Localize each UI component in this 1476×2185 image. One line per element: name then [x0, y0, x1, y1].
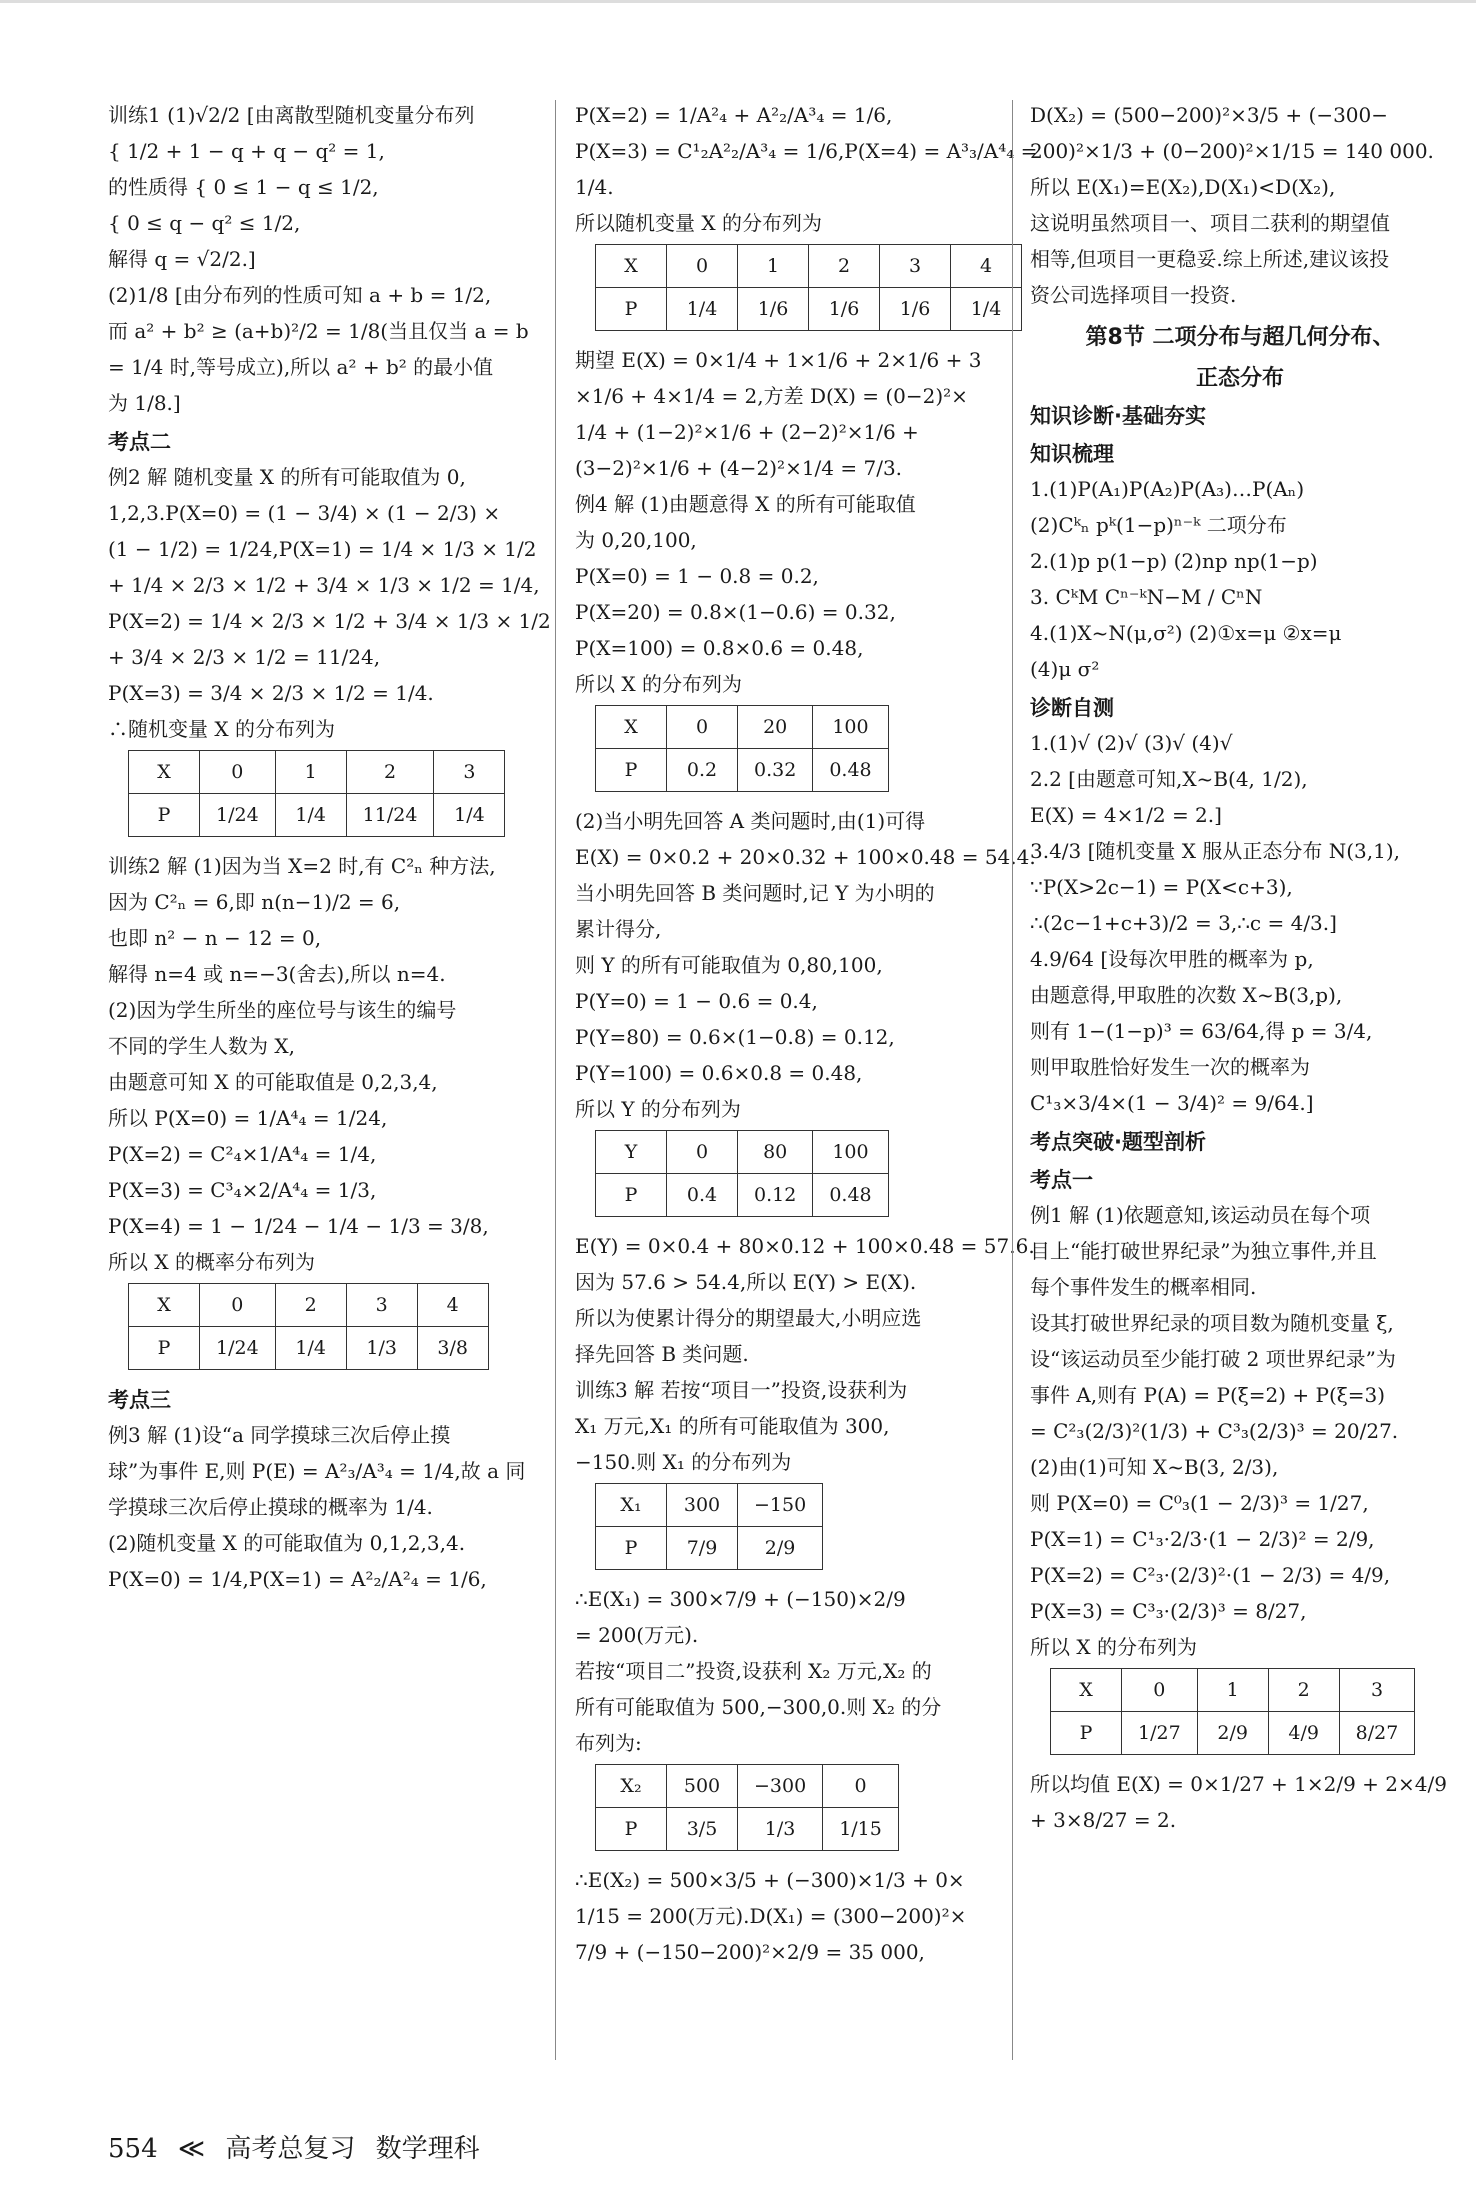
table-cell: X	[129, 751, 200, 794]
text-line: ∴E(X₁) = 300×7/9 + (−150)×2/9	[575, 1587, 906, 1611]
text-line: 4.9/64 [设每次甲胜的概率为 p,	[1030, 947, 1314, 971]
text-line: 布列为:	[575, 1731, 642, 1755]
text-line: + 3×8/27 = 2.	[1030, 1808, 1177, 1832]
table-cell: 0	[200, 1284, 276, 1327]
section-heading: 诊断自测	[1030, 696, 1114, 720]
table-cell: X	[129, 1284, 200, 1327]
table-cell: 80	[738, 1131, 813, 1174]
text-line: (2)随机变量 X 的可能取值为 0,1,2,3,4.	[108, 1531, 466, 1555]
chapter-title: 第8节 二项分布与超几何分布、	[1085, 325, 1395, 350]
text-line: 1,2,3.P(X=0) = (1 − 3/4) × (1 − 2/3) ×	[108, 501, 501, 525]
text-line: ∴E(X₂) = 500×3/5 + (−300)×1/3 + 0×	[575, 1868, 965, 1892]
column-2	[575, 100, 1038, 1973]
text-line: 也即 n² − n − 12 = 0,	[108, 926, 322, 950]
table-cell: 100	[813, 706, 888, 749]
table-cell: 1/15	[823, 1808, 899, 1851]
table-cell: 20	[738, 706, 813, 749]
table-cell: 0	[200, 751, 276, 794]
table-cell: 2	[809, 245, 880, 288]
table-cell: 1	[275, 751, 346, 794]
table-cell: X₁	[596, 1484, 667, 1527]
table-cell: −150	[738, 1484, 823, 1527]
distribution-table	[595, 244, 1022, 331]
table-cell: 7/9	[667, 1527, 738, 1570]
text-line: 所以 X 的概率分布列为	[108, 1250, 315, 1274]
table-cell: 0.48	[813, 1174, 888, 1217]
text-line: 资公司选择项目一投资.	[1030, 283, 1237, 307]
table-cell: 100	[813, 1131, 888, 1174]
table-cell: 3	[434, 751, 505, 794]
table-row-values	[596, 1484, 823, 1527]
table-row-probabilities	[1051, 1712, 1415, 1755]
text-line: 不同的学生人数为 X,	[108, 1034, 295, 1058]
text-line: P(X=3) = C¹₂A²₂/A³₄ = 1/6,P(X=4) = A³₃/A⁴₄ =	[575, 139, 1038, 163]
text-line: E(Y) = 0×0.4 + 80×0.12 + 100×0.48 = 57.6.	[575, 1234, 1035, 1258]
text-line: + 1/4 × 2/3 × 1/2 + 3/4 × 1/3 × 1/2 = 1/4,	[108, 573, 540, 597]
table-cell: P	[1051, 1712, 1122, 1755]
text-line: P(X=3) = C³₄×2/A⁴₄ = 1/3,	[108, 1178, 377, 1202]
text-line: 相等,但项目一更稳妥.综上所述,建议该投	[1030, 247, 1390, 271]
text-line: 设“该运动员至少能打破 2 项世界纪录”为	[1030, 1347, 1396, 1371]
table-cell: 0.48	[813, 749, 888, 792]
table-row-probabilities	[129, 794, 505, 837]
text-line: 训练3 解 若按“项目一”投资,设获利为	[575, 1378, 908, 1402]
text-line: 每个事件发生的概率相同.	[1030, 1275, 1257, 1299]
table-cell: X₂	[596, 1765, 667, 1808]
table-cell: 1/6	[880, 288, 951, 331]
table-cell: P	[596, 1174, 667, 1217]
text-line: E(X) = 4×1/2 = 2.]	[1030, 803, 1222, 827]
table-cell: 0.4	[667, 1174, 738, 1217]
table-cell: 4	[951, 245, 1022, 288]
table-cell: −300	[738, 1765, 823, 1808]
column-divider-2	[1012, 100, 1013, 2060]
text-line: (2)当小明先回答 A 类问题时,由(1)可得	[575, 809, 926, 833]
table-cell: 1/4	[275, 794, 346, 837]
text-line: 这说明虽然项目一、项目二获利的期望值	[1030, 211, 1390, 235]
text-line: 因为 C²ₙ = 6,即 n(n−1)/2 = 6,	[108, 890, 401, 914]
text-line: 1.(1)√ (2)√ (3)√ (4)√	[1030, 731, 1233, 755]
table-cell: 3/5	[667, 1808, 738, 1851]
text-line: 择先回答 B 类问题.	[575, 1342, 749, 1366]
page-footer	[108, 2128, 492, 2165]
text-line: ∴随机变量 X 的分布列为	[108, 717, 335, 741]
table-cell: P	[596, 749, 667, 792]
text-line: P(Y=0) = 1 − 0.6 = 0.4,	[575, 989, 818, 1013]
text-line: 事件 A,则有 P(A) = P(ξ=2) + P(ξ=3)	[1030, 1383, 1386, 1407]
table-cell: 3	[1339, 1669, 1415, 1712]
table-cell: 0	[823, 1765, 899, 1808]
text-line: 由题意可知 X 的可能取值是 0,2,3,4,	[108, 1070, 438, 1094]
text-line: = C²₃(2/3)²(1/3) + C³₃(2/3)³ = 20/27.	[1030, 1419, 1399, 1443]
table-cell: 2/9	[738, 1527, 823, 1570]
text-line: C¹₃×3/4×(1 − 3/4)² = 9/64.]	[1030, 1091, 1314, 1115]
text-line: 目上“能打破世界纪录”为独立事件,并且	[1030, 1239, 1377, 1263]
table-cell: 1/4	[434, 794, 505, 837]
table-cell: P	[596, 1808, 667, 1851]
column-3	[1030, 100, 1450, 1841]
book-title: 高考总复习	[225, 2134, 356, 2164]
text-line: P(X=1) = C¹₃·2/3·(1 − 2/3)² = 2/9,	[1030, 1527, 1375, 1551]
table-cell: 0	[667, 706, 738, 749]
column-1	[108, 100, 551, 1600]
table-cell: X	[596, 706, 667, 749]
table-cell: 1/27	[1122, 1712, 1198, 1755]
top-border	[0, 0, 1476, 3]
section-heading: 考点突破·题型剖析	[1030, 1130, 1206, 1154]
text-line: 3. CᵏM Cⁿ⁻ᵏN−M / CⁿN	[1030, 585, 1263, 609]
text-line: P(Y=100) = 0.6×0.8 = 0.48,	[575, 1061, 863, 1085]
table-cell: P	[129, 1327, 200, 1370]
text-line: 例4 解 (1)由题意得 X 的所有可能取值	[575, 492, 916, 516]
text-line: + 3/4 × 2/3 × 1/2 = 11/24,	[108, 645, 381, 669]
text-line: 则甲取胜恰好发生一次的概率为	[1030, 1055, 1310, 1079]
text-line: 设其打破世界纪录的项目数为随机变量 ξ,	[1030, 1311, 1394, 1335]
text-line: 1/4 + (1−2)²×1/6 + (2−2)²×1/6 +	[575, 420, 919, 444]
text-line: 期望 E(X) = 0×1/4 + 1×1/6 + 2×1/6 + 3	[575, 348, 982, 372]
text-line: P(X=0) = 1/4,P(X=1) = A²₂/A²₄ = 1/6,	[108, 1567, 487, 1591]
table-cell: 0	[1122, 1669, 1198, 1712]
text-line: { 1/2 + 1 − q + q − q² = 1,	[108, 139, 385, 163]
table-row-probabilities	[596, 288, 1022, 331]
subject-label: 数学理科	[375, 2134, 480, 2164]
text-line: 累计得分,	[575, 917, 662, 941]
text-line: X₁ 万元,X₁ 的所有可能取值为 300,	[575, 1414, 890, 1438]
text-line: 7/9 + (−150−200)²×2/9 = 35 000,	[575, 1940, 925, 1964]
text-line: 训练1 (1)√2/2 [由离散型随机变量分布列	[108, 103, 475, 127]
table-cell: 2	[1268, 1669, 1339, 1712]
text-line: P(X=2) = 1/A²₄ + A²₂/A³₄ = 1/6,	[575, 103, 893, 127]
table-row-probabilities	[596, 749, 889, 792]
text-line: (3−2)²×1/6 + (4−2)²×1/4 = 7/3.	[575, 456, 903, 480]
table-cell: 0.12	[738, 1174, 813, 1217]
table-row-values	[596, 1765, 899, 1808]
text-line: 2.2 [由题意可知,X~B(4, 1/2),	[1030, 767, 1308, 791]
text-line: 例3 解 (1)设“a 同学摸球三次后停止摸	[108, 1423, 451, 1447]
distribution-table	[128, 750, 505, 837]
table-cell: 11/24	[346, 794, 434, 837]
table-cell: 1/4	[667, 288, 738, 331]
text-line: 所以 X 的分布列为	[1030, 1635, 1197, 1659]
table-cell: 3	[346, 1284, 417, 1327]
table-cell: 2	[346, 751, 434, 794]
table-cell: 4	[417, 1284, 488, 1327]
text-line: = 200(万元).	[575, 1623, 699, 1647]
text-line: 所以 P(X=0) = 1/A⁴₄ = 1/24,	[108, 1106, 388, 1130]
table-cell: 1	[738, 245, 809, 288]
table-cell: X	[1051, 1669, 1122, 1712]
text-line: 例2 解 随机变量 X 的所有可能取值为 0,	[108, 465, 466, 489]
text-line: 因为 57.6 > 54.4,所以 E(Y) > E(X).	[575, 1270, 917, 1294]
text-line: 所以 Y 的分布列为	[575, 1097, 741, 1121]
section-heading: 考点一	[1030, 1168, 1093, 1192]
text-line: P(X=100) = 0.8×0.6 = 0.48,	[575, 636, 864, 660]
distribution-table	[1050, 1668, 1415, 1755]
text-line: 解得 q = √2/2.]	[108, 247, 256, 271]
text-line: 1/15 = 200(万元).D(X₁) = (300−200)²×	[575, 1904, 967, 1928]
text-line: 训练2 解 (1)因为当 X=2 时,有 C²ₙ 种方法,	[108, 854, 496, 878]
text-line: (2)1/8 [由分布列的性质可知 a + b = 1/2,	[108, 283, 492, 307]
text-line: 为 0,20,100,	[575, 528, 697, 552]
section-heading: 知识诊断·基础夯实	[1030, 404, 1206, 428]
table-cell: P	[596, 1527, 667, 1570]
table-row-values	[129, 1284, 489, 1327]
text-line: 当小明先回答 B 类问题时,记 Y 为小明的	[575, 881, 935, 905]
text-line: P(X=0) = 1 − 0.8 = 0.2,	[575, 564, 819, 588]
table-cell: 500	[667, 1765, 738, 1808]
table-cell: 4/9	[1268, 1712, 1339, 1755]
text-line: 则 P(X=0) = C⁰₃(1 − 2/3)³ = 1/27,	[1030, 1491, 1369, 1515]
table-cell: 1/6	[809, 288, 880, 331]
section-heading: 知识梳理	[1030, 442, 1114, 466]
column-divider-1	[555, 100, 556, 2060]
table-cell: P	[596, 288, 667, 331]
table-row-values	[596, 706, 889, 749]
text-line: 1.(1)P(A₁)P(A₂)P(A₃)…P(Aₙ)	[1030, 477, 1305, 501]
text-line: 若按“项目二”投资,设获利 X₂ 万元,X₂ 的	[575, 1659, 932, 1683]
text-line: 而 a² + b² ≥ (a+b)²/2 = 1/8(当且仅当 a = b	[108, 319, 529, 343]
text-line: { 0 ≤ q − q² ≤ 1/2,	[108, 211, 301, 235]
table-row-probabilities	[596, 1527, 823, 1570]
text-line: ×1/6 + 4×1/4 = 2,方差 D(X) = (0−2)²×	[575, 384, 968, 408]
text-line: D(X₂) = (500−200)²×3/5 + (−300−	[1030, 103, 1389, 127]
table-cell: 0	[667, 1131, 738, 1174]
table-row-probabilities	[596, 1174, 889, 1217]
text-line: (1 − 1/2) = 1/24,P(X=1) = 1/4 × 1/3 × 1/2	[108, 537, 537, 561]
table-cell: 1/24	[200, 794, 276, 837]
text-line: 例1 解 (1)依题意知,该运动员在每个项	[1030, 1203, 1371, 1227]
text-line: ∴(2c−1+c+3)/2 = 3,∴c = 4/3.]	[1030, 911, 1337, 935]
distribution-table	[128, 1283, 489, 1370]
text-line: 所以 E(X₁)=E(X₂),D(X₁)<D(X₂),	[1030, 175, 1336, 199]
text-line: (2)因为学生所坐的座位号与该生的编号	[108, 998, 457, 1022]
table-cell: X	[596, 245, 667, 288]
text-line: 的性质得 { 0 ≤ 1 − q ≤ 1/2,	[108, 175, 379, 199]
text-line: P(X=2) = 1/4 × 2/3 × 1/2 + 3/4 × 1/3 × 1/2	[108, 609, 551, 633]
distribution-table	[595, 1483, 823, 1570]
table-cell: 0.2	[667, 749, 738, 792]
section-heading: 考点二	[108, 430, 171, 454]
distribution-table	[595, 1130, 889, 1217]
text-line: 3.4/3 [随机变量 X 服从正态分布 N(3,1),	[1030, 839, 1401, 863]
table-row-probabilities	[129, 1327, 489, 1370]
table-cell: 1/3	[346, 1327, 417, 1370]
text-line: (4)μ σ²	[1030, 657, 1100, 681]
text-line: 则 Y 的所有可能取值为 0,80,100,	[575, 953, 883, 977]
text-line: ∵P(X>2c−1) = P(X<c+3),	[1030, 875, 1293, 899]
text-line: 所以为使累计得分的期望最大,小明应选	[575, 1306, 922, 1330]
table-row-values	[129, 751, 505, 794]
text-line: P(X=3) = C³₃·(2/3)³ = 8/27,	[1030, 1599, 1307, 1623]
text-line: 所以 X 的分布列为	[575, 672, 742, 696]
footer-separator: ≪	[177, 2134, 206, 2164]
distribution-table	[595, 1764, 899, 1851]
table-cell: 1	[1197, 1669, 1268, 1712]
text-line: E(X) = 0×0.2 + 20×0.32 + 100×0.48 = 54.4.	[575, 845, 1036, 869]
text-line: = 1/4 时,等号成立),所以 a² + b² 的最小值	[108, 355, 494, 379]
table-cell: 0	[667, 245, 738, 288]
table-cell: 3/8	[417, 1327, 488, 1370]
table-cell: 3	[880, 245, 951, 288]
table-cell: 1/4	[951, 288, 1022, 331]
text-line: 学摸球三次后停止摸球的概率为 1/4.	[108, 1495, 433, 1519]
text-line: P(X=20) = 0.8×(1−0.6) = 0.32,	[575, 600, 896, 624]
table-cell: 1/24	[200, 1327, 276, 1370]
table-cell: 8/27	[1339, 1712, 1415, 1755]
table-cell: P	[129, 794, 200, 837]
text-line: 所以均值 E(X) = 0×1/27 + 1×2/9 + 2×4/9	[1030, 1772, 1447, 1796]
text-line: 2.(1)p p(1−p) (2)np np(1−p)	[1030, 549, 1318, 573]
table-cell: 2/9	[1197, 1712, 1268, 1755]
text-line: 球”为事件 E,则 P(E) = A²₃/A³₄ = 1/4,故 a 同	[108, 1459, 526, 1483]
table-cell: 1/4	[275, 1327, 346, 1370]
text-line: 4.(1)X~N(μ,σ²) (2)①x=μ ②x=μ	[1030, 621, 1342, 645]
text-line: (2)Cᵏₙ pᵏ(1−p)ⁿ⁻ᵏ 二项分布	[1030, 513, 1287, 537]
text-line: P(X=4) = 1 − 1/24 − 1/4 − 1/3 = 3/8,	[108, 1214, 489, 1238]
text-line: 所以随机变量 X 的分布列为	[575, 211, 822, 235]
table-cell: 1/6	[738, 288, 809, 331]
text-line: −150.则 X₁ 的分布列为	[575, 1450, 792, 1474]
text-line: P(X=3) = 3/4 × 2/3 × 1/2 = 1/4.	[108, 681, 434, 705]
distribution-table	[595, 705, 889, 792]
page-number: 554	[108, 2134, 158, 2164]
text-line: P(X=2) = C²₃·(2/3)²·(1 − 2/3) = 4/9,	[1030, 1563, 1391, 1587]
table-row-values	[1051, 1669, 1415, 1712]
text-line: 200)²×1/3 + (0−200)²×1/15 = 140 000.	[1030, 139, 1434, 163]
table-cell: 1/3	[738, 1808, 823, 1851]
text-line: (2)由(1)可知 X~B(3, 2/3),	[1030, 1455, 1279, 1479]
text-line: 解得 n=4 或 n=−3(舍去),所以 n=4.	[108, 962, 446, 986]
chapter-title: 正态分布	[1195, 366, 1284, 391]
table-row-probabilities	[596, 1808, 899, 1851]
section-heading: 考点三	[108, 1388, 171, 1412]
text-line: P(Y=80) = 0.6×(1−0.8) = 0.12,	[575, 1025, 895, 1049]
text-line: 由题意得,甲取胜的次数 X~B(3,p),	[1030, 983, 1343, 1007]
table-cell: 0.32	[738, 749, 813, 792]
text-line: 则有 1−(1−p)³ = 63/64,得 p = 3/4,	[1030, 1019, 1373, 1043]
table-row-values	[596, 245, 1022, 288]
table-cell: 300	[667, 1484, 738, 1527]
table-cell: Y	[596, 1131, 667, 1174]
text-line: P(X=2) = C²₄×1/A⁴₄ = 1/4,	[108, 1142, 377, 1166]
text-line: 所有可能取值为 500,−300,0.则 X₂ 的分	[575, 1695, 942, 1719]
text-line: 1/4.	[575, 175, 614, 199]
table-row-values	[596, 1131, 889, 1174]
text-line: 为 1/8.]	[108, 391, 181, 415]
table-cell: 2	[275, 1284, 346, 1327]
